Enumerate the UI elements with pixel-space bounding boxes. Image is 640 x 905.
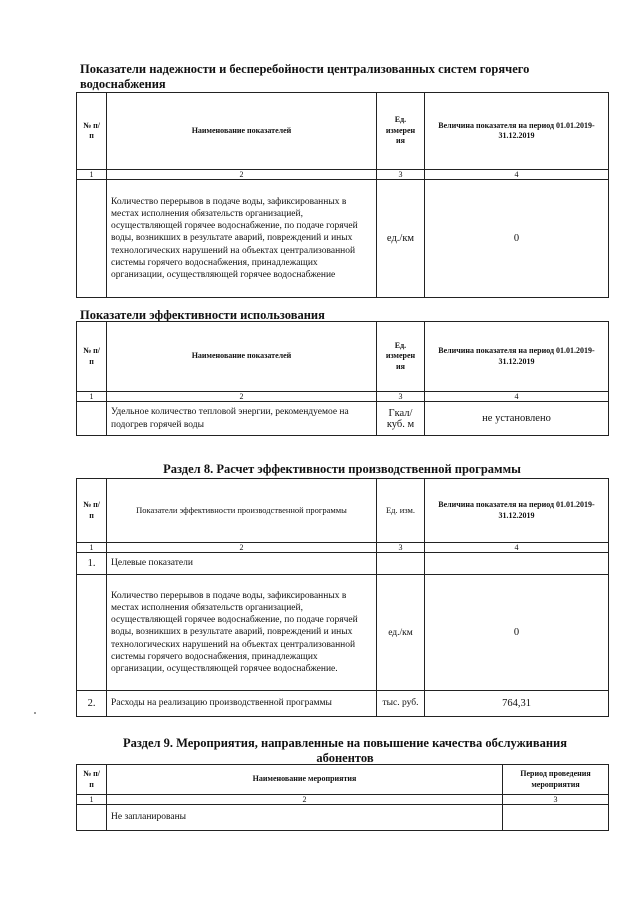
index-cell: 1 xyxy=(77,392,107,402)
col-period-header: Период проведения мероприятия xyxy=(503,765,609,795)
section8-title: Раздел 8. Расчет эффективности производственной программы xyxy=(163,462,521,476)
table-row xyxy=(77,575,609,691)
index-cell: 4 xyxy=(425,170,609,180)
indicator-text: Целевые показатели xyxy=(107,553,377,575)
unit-cell xyxy=(377,553,425,575)
table-header-row xyxy=(77,765,609,795)
row-num-cell xyxy=(77,180,107,298)
index-cell: 1 xyxy=(77,795,107,805)
indicator-text: Количество перерывов в подаче воды, зафиксированных в местах исполнения обязательств организацией, осуществляющей горячее водоснабжение, по подаче горячей воды, возникших в результате аварий, повреждений и иных технологических нарушений на объектах централизованной системы горячего водоснабжения, принадлежащих организации, осуществляющей горячее водоснабжение xyxy=(107,180,377,298)
index-cell: 2 xyxy=(107,795,503,805)
col-unit-header: Ед. измерен ия xyxy=(377,322,425,392)
reliability-table xyxy=(76,92,609,298)
row-num-cell: 1. xyxy=(77,553,107,575)
row-num-cell xyxy=(77,805,107,831)
index-cell: 2 xyxy=(107,170,377,180)
col-num-header: № п/п xyxy=(77,322,107,392)
table-header-row xyxy=(77,322,609,392)
index-cell: 3 xyxy=(377,170,425,180)
col-name-header: Наименование показателей xyxy=(107,322,377,392)
indicator-text: Количество перерывов в подаче воды, зафиксированных в местах исполнения обязательств организацией, осуществляющей горячее водоснабжение, по подаче горячей воды, возникших в результате аварий, повреждений и иных технологических нарушений на объектах централизованной системы горячего водоснабжения, принадлежащих организации, осуществляющей горячее водоснабжение. xyxy=(107,575,377,691)
row-num-cell xyxy=(77,575,107,691)
value-cell xyxy=(425,553,609,575)
index-cell: 2 xyxy=(107,392,377,402)
col-num-header: № п/п xyxy=(77,93,107,170)
index-row xyxy=(77,795,609,805)
section8-table xyxy=(76,478,609,717)
col-value-header: Величина показателя на период 01.01.2019-31.12.2019 xyxy=(425,479,609,543)
table-row xyxy=(77,553,609,575)
table-row xyxy=(77,691,609,717)
section9-table xyxy=(76,764,609,831)
reliability-section-title: Показатели надежности и бесперебойности централизованных систем горячего водоснабжения xyxy=(80,62,530,91)
index-row xyxy=(77,170,609,180)
index-cell: 1 xyxy=(77,170,107,180)
efficiency-table xyxy=(76,321,609,436)
index-cell: 3 xyxy=(377,543,425,553)
index-cell: 4 xyxy=(425,392,609,402)
col-name-header: Наименование мероприятия xyxy=(107,765,503,795)
unit-cell: тыс. руб. xyxy=(377,691,425,717)
indicator-text: Расходы на реализацию производственной программы xyxy=(107,691,377,717)
period-cell xyxy=(503,805,609,831)
row-num-cell xyxy=(77,402,107,436)
col-name-header: Наименование показателей xyxy=(107,93,377,170)
col-num-header: № п/п xyxy=(77,479,107,543)
unit-cell: ед./км xyxy=(377,575,425,691)
indicator-text: Удельное количество тепловой энергии, рекомендуемое на подогрев горячей воды xyxy=(107,402,377,436)
col-value-header: Величина показателя на период 01.01.2019-31.12.2019 xyxy=(425,93,609,170)
table-row xyxy=(77,180,609,298)
col-unit-header: Ед. изм. xyxy=(377,479,425,543)
table-row xyxy=(77,805,609,831)
value-cell: 0 xyxy=(425,180,609,298)
index-cell: 1 xyxy=(77,543,107,553)
efficiency-section-title: Показатели эффективности использования xyxy=(80,308,325,322)
index-cell: 2 xyxy=(107,543,377,553)
col-name-header: Показатели эффективности производственной программы xyxy=(107,479,377,543)
value-cell: 0 xyxy=(425,575,609,691)
col-num-header: № п/п xyxy=(77,765,107,795)
index-cell: 4 xyxy=(425,543,609,553)
index-cell: 3 xyxy=(377,392,425,402)
table-header-row xyxy=(77,93,609,170)
unit-cell: Гкал/ куб. м xyxy=(377,402,425,436)
scan-speck xyxy=(34,712,36,714)
col-value-header: Величина показателя на период 01.01.2019-31.12.2019 xyxy=(425,322,609,392)
unit-cell: ед./км xyxy=(377,180,425,298)
table-row xyxy=(77,402,609,436)
table-header-row xyxy=(77,479,609,543)
index-row xyxy=(77,543,609,553)
col-unit-header: Ед. измерен ия xyxy=(377,93,425,170)
value-cell: 764,31 xyxy=(425,691,609,717)
section9-title: Раздел 9. Мероприятия, направленные на повышение качества обслуживания абонентов xyxy=(122,736,568,765)
index-cell: 3 xyxy=(503,795,609,805)
index-row xyxy=(77,392,609,402)
event-text: Не запланированы xyxy=(107,805,503,831)
value-cell: не установлено xyxy=(425,402,609,436)
row-num-cell: 2. xyxy=(77,691,107,717)
